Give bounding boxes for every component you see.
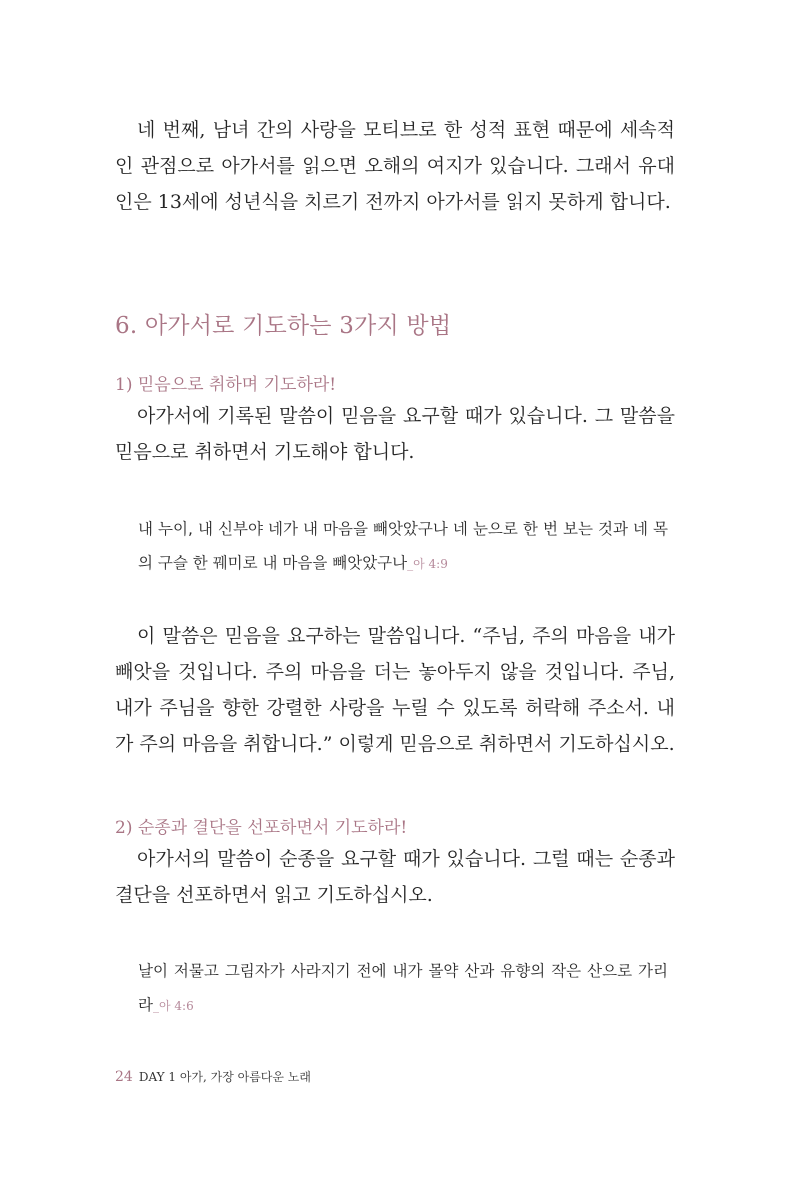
quote-text: 날이 저물고 그림자가 사라지기 전에 내가 몰약 산과 유향의 작은 산으로 가리라 — [138, 962, 668, 1014]
quote-reference: _아 4:6 — [152, 999, 194, 1013]
paragraph-faith-explanation: 이 말씀은 믿음을 요구하는 말씀입니다. “주님, 주의 마음을 내가 빼앗을 것입니다. 주의 마음을 더는 놓아두지 않을 것입니다. 주님, 내가 주님을 향한 강렬한 사랑을 누릴 수 있도록 허락해 주소서. 내가 주의 마음을 취합니다.” 이렇게 믿음으로 취하면서 기도하십시오. — [115, 625, 675, 755]
subsection-title-obedience: 2) 순종과 결단을 선포하면서 기도하라! — [115, 818, 408, 838]
running-title: DAY 1 아가, 가장 아름다운 노래 — [138, 1070, 311, 1084]
paragraph-fourth-reason: 네 번째, 남녀 간의 사랑을 모티브로 한 성적 표현 때문에 세속적인 관점으로 아가서를 읽으면 오해의 여지가 있습니다. 그래서 유대인은 13세에 성년식을 치르기 전까지 아가서를 읽지 못하게 합니다. — [115, 119, 675, 213]
paragraph-faith: 아가서에 기록된 말씀이 믿음을 요구할 때가 있습니다. 그 말씀을 믿음으로 취하면서 기도해야 합니다. — [115, 405, 675, 463]
quote-reference: _아 4:9 — [407, 557, 448, 571]
quote-text: 내 누이, 내 신부야 네가 내 마음을 빼앗았구나 네 눈으로 한 번 보는 것과 네 목의 구슬 한 꿰미로 내 마음을 빼앗았구나 — [138, 520, 668, 572]
subsection-title-faith: 1) 믿음으로 취하며 기도하라! — [115, 375, 337, 395]
paragraph-obedience: 아가서의 말씀이 순종을 요구할 때가 있습니다. 그럴 때는 순종과 결단을 선포하면서 읽고 기도하십시오. — [115, 848, 675, 906]
scripture-quote-4-6 — [138, 954, 668, 1023]
page-number: 24 — [115, 1069, 133, 1085]
scripture-quote-4-9 — [138, 512, 668, 581]
page-footer — [115, 1068, 311, 1085]
section-title: 6. 아가서로 기도하는 3가지 방법 — [115, 313, 452, 339]
